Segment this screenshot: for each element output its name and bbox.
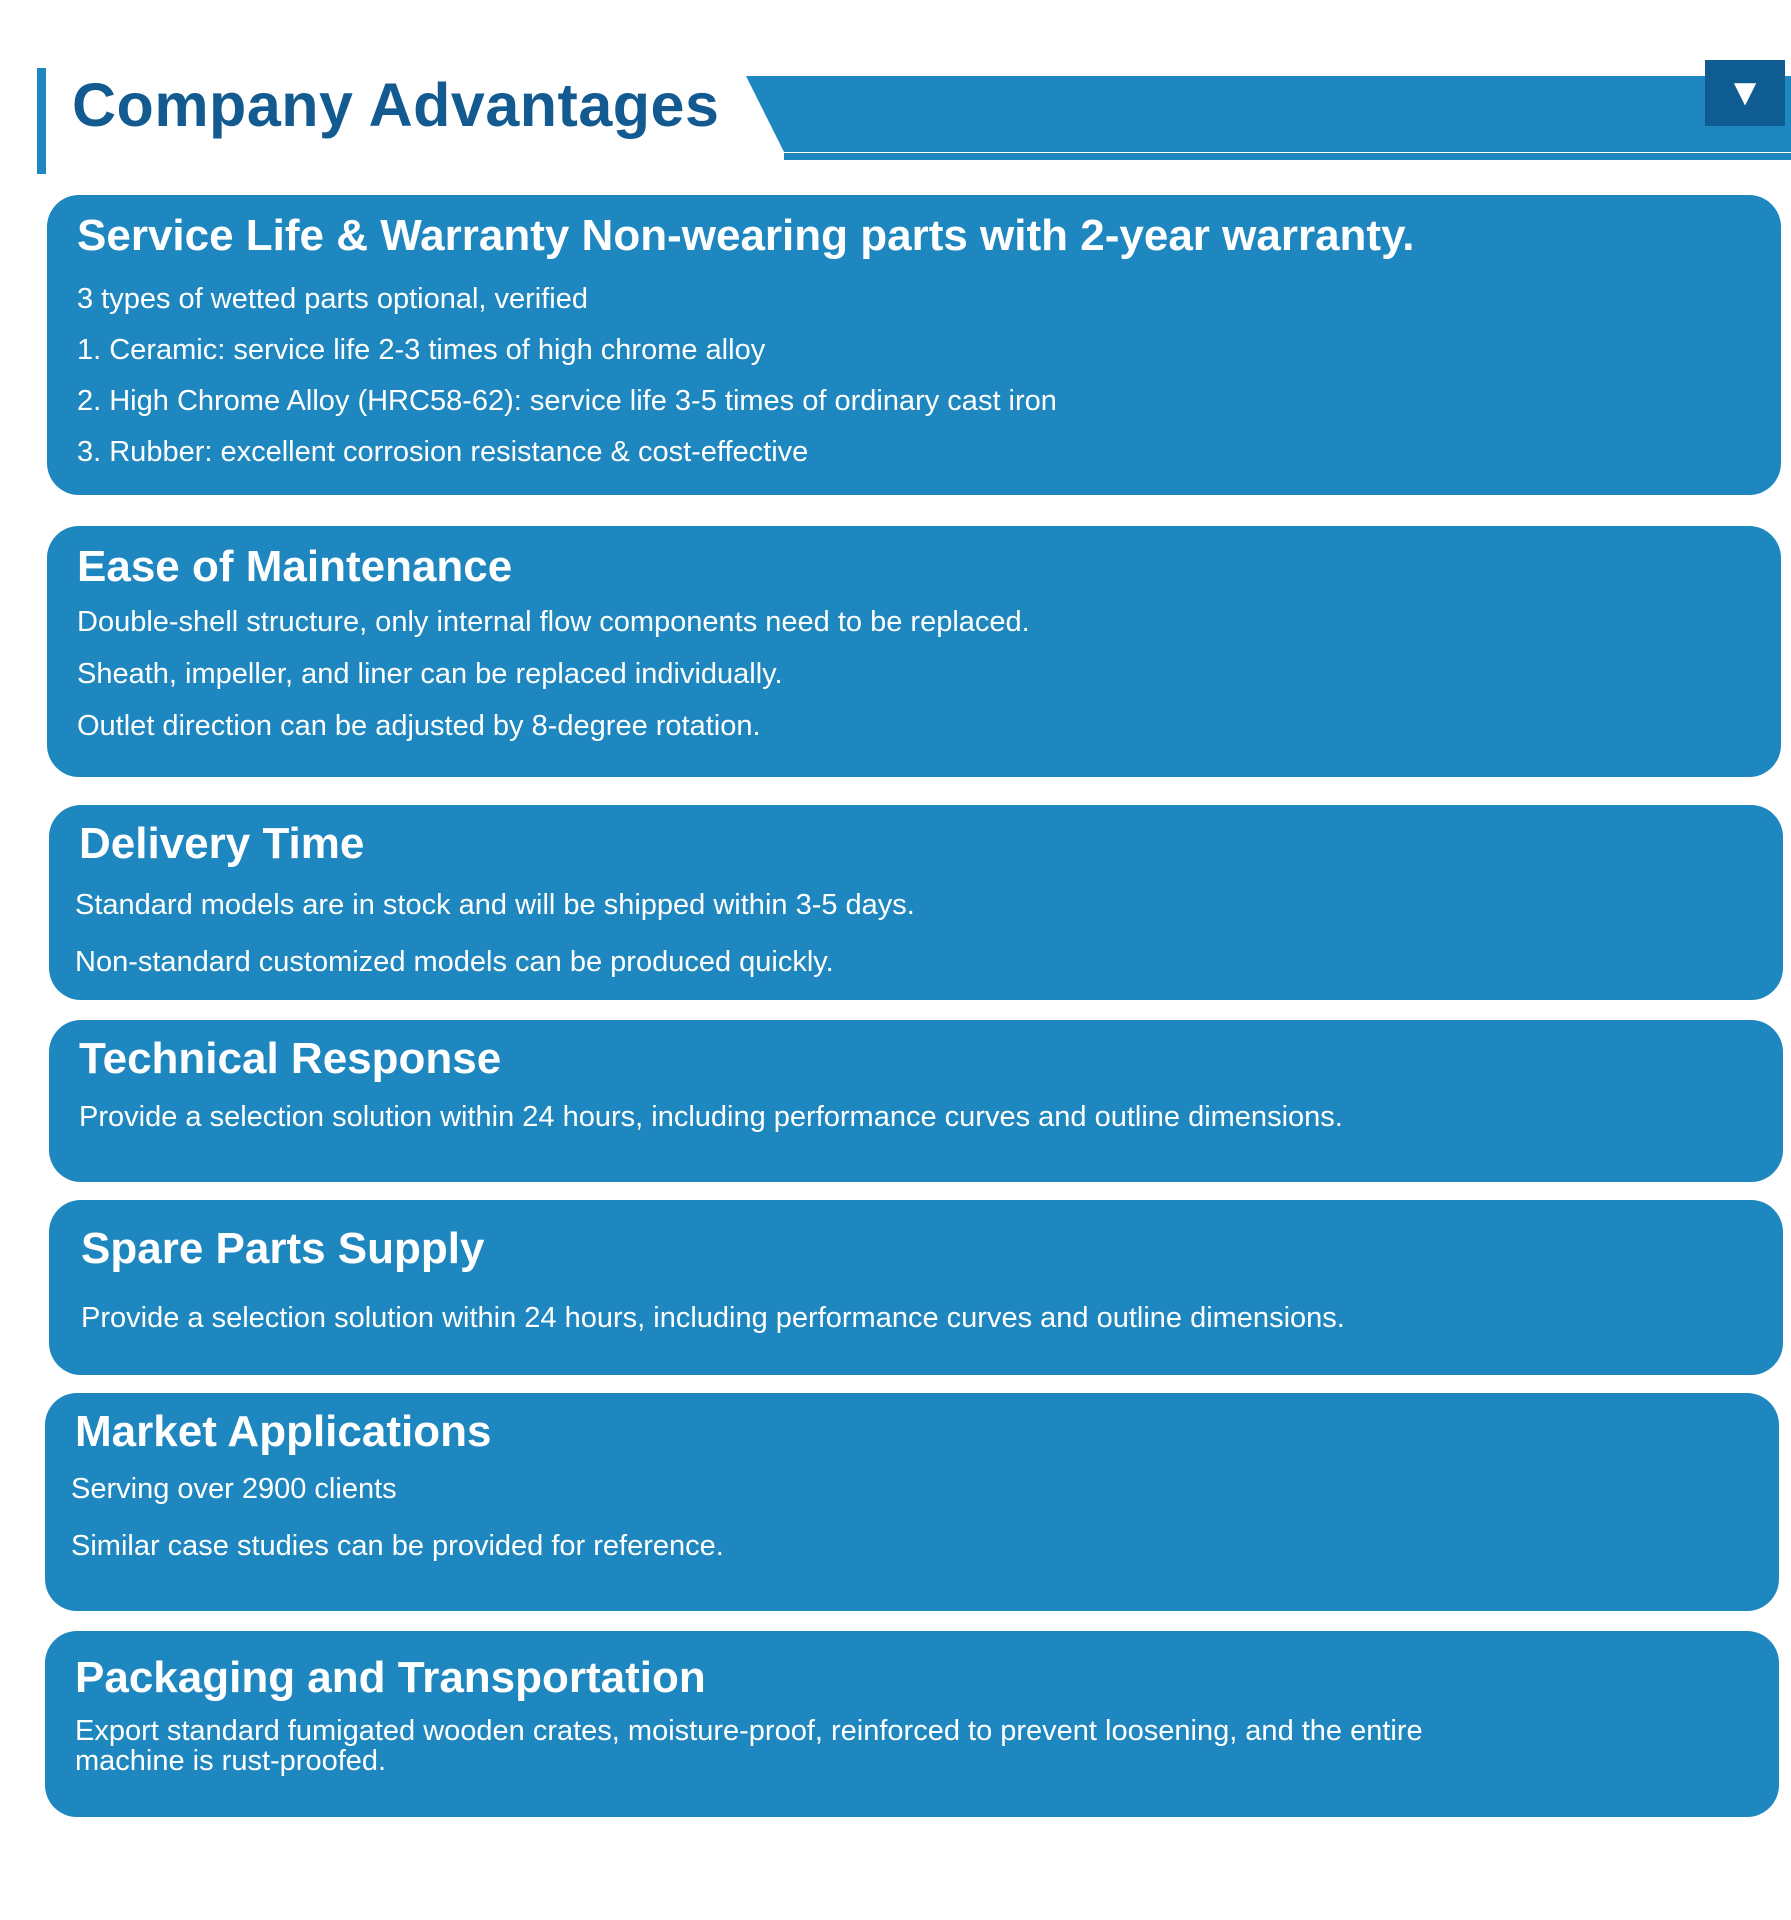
card-title: Market Applications [75, 1407, 492, 1456]
card-line: Double-shell structure, only internal flow components need to be replaced. [77, 606, 1030, 638]
card-ease-of-maintenance [47, 526, 1781, 777]
card-line: Outlet direction can be adjusted by 8-degree rotation. [77, 710, 761, 742]
card-packaging-transportation [45, 1631, 1779, 1817]
card-line: Sheath, impeller, and liner can be replaced individually. [77, 658, 783, 690]
page-title: Company Advantages [72, 71, 720, 139]
card-title: Technical Response [79, 1034, 502, 1083]
card-line: Similar case studies can be provided for reference. [71, 1530, 724, 1562]
card-line: Provide a selection solution within 24 hours, including performance curves and outline dimensions. [81, 1302, 1345, 1334]
card-title: Spare Parts Supply [81, 1224, 485, 1273]
card-spare-parts-supply [49, 1200, 1783, 1375]
card-title: Delivery Time [79, 819, 365, 868]
card-title: Ease of Maintenance [77, 542, 513, 591]
card-technical-response [49, 1020, 1783, 1182]
card-service-life [47, 195, 1781, 495]
card-line: 3 types of wetted parts optional, verified [77, 283, 589, 315]
card-title: Packaging and Transportation [75, 1653, 706, 1702]
card-line: Serving over 2900 clients [71, 1473, 397, 1505]
triangle-down-icon[interactable]: ▼ [1705, 60, 1785, 126]
card-paragraph: Export standard fumigated wooden crates, moisture-proof, reinforced to prevent loosening, and the entire machine is rust-proofed. [75, 1715, 1423, 1777]
card-title: Service Life & Warranty Non-wearing parts with 2-year warranty. [77, 211, 1415, 260]
card-line: Standard models are in stock and will be shipped within 3-5 days. [75, 889, 915, 921]
card-line: 3. Rubber: excellent corrosion resistance & cost-effective [77, 436, 809, 468]
card-line: Provide a selection solution within 24 hours, including performance curves and outline dimensions. [79, 1101, 1343, 1133]
card-line: 1. Ceramic: service life 2-3 times of high chrome alloy [77, 334, 766, 366]
page-header [0, 0, 1791, 180]
card-delivery-time [49, 805, 1783, 1000]
card-market-applications [45, 1393, 1779, 1611]
card-line: 2. High Chrome Alloy (HRC58-62): service life 3-5 times of ordinary cast iron [77, 385, 1057, 417]
card-line: Non-standard customized models can be produced quickly. [75, 946, 834, 978]
